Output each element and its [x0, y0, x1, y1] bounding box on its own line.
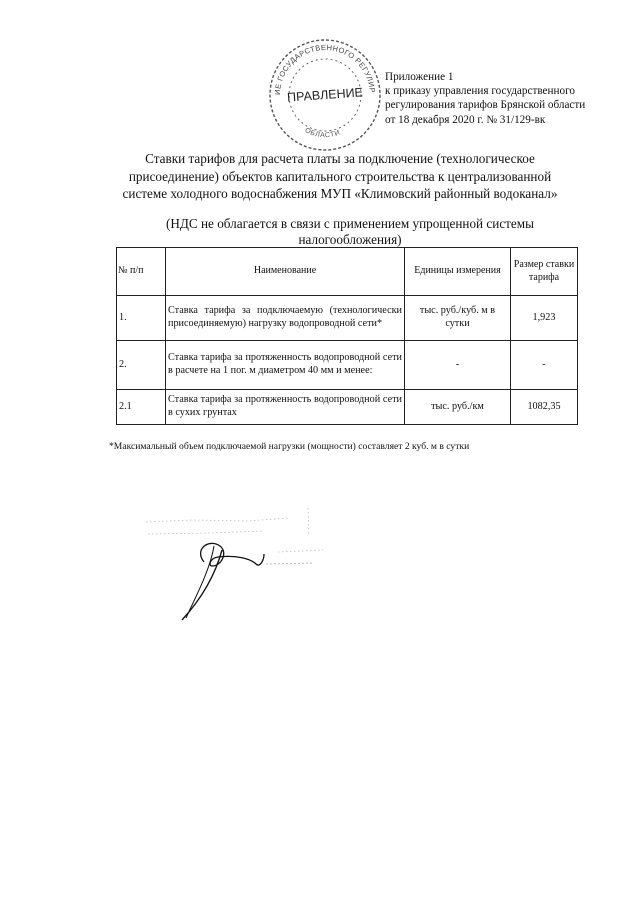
handwritten-signature [138, 500, 328, 625]
header-num: № п/п [117, 248, 166, 296]
row-name: Ставка тарифа за протяженность водопроводной сети в расчете на 1 пог. м диаметром 40 мм и менее: [166, 341, 405, 390]
stamp-seal-graphic [266, 36, 384, 154]
row-unit: - [405, 341, 511, 390]
appendix-line-3: регулирования тарифов Брянской области [385, 99, 586, 112]
vat-note-line-1: (НДС не облагается в связи с применением упрощенной системы [165, 216, 534, 231]
header-unit: Единицы измерения [405, 248, 511, 296]
row-size: 1082,35 [511, 390, 578, 425]
stamp-ring-bottom-text: ОБЛАСТИ [303, 127, 342, 140]
row-unit: тыс. руб./куб. м в сутки [405, 296, 511, 341]
appendix-header [385, 70, 635, 127]
row-size: - [511, 341, 578, 390]
row-size: 1,923 [511, 296, 578, 341]
official-stamp [266, 36, 384, 154]
vat-note-line-2: налогообложения) [298, 232, 402, 247]
stamp-ring-top-text: ИЕ ГОСУДАРСТВЕННОГО РЕГУЛИР [272, 42, 378, 96]
signature-graphic [138, 500, 328, 625]
appendix-line-1: Приложение 1 [385, 71, 454, 83]
stamp-center-text: ПРАВЛЕНИЕ [286, 85, 364, 105]
title-line-2: присоединение) объектов капитального строительства к централизованной [128, 168, 552, 184]
tariff-table [116, 247, 578, 425]
table-row [117, 341, 578, 390]
vat-note [80, 216, 620, 248]
row-name: Ставка тарифа за протяженность водопроводной сети в сухих грунтах [166, 390, 405, 425]
footnote: *Максимальный объем подключаемой нагрузки (мощности) составляет 2 куб. м в сутки [109, 441, 470, 452]
header-name: Наименование [166, 248, 405, 296]
appendix-line-2: к приказу управления государственного [385, 85, 575, 98]
row-name: Ставка тарифа за подключаемую (технологически присоединяемую) нагрузку водопроводной сети* [166, 296, 405, 341]
title-line-1: Ставки тарифов для расчета платы за подключение (технологическое [145, 151, 535, 166]
row-num: 2.1 [117, 390, 166, 425]
table-row [117, 390, 578, 425]
appendix-line-4: от 18 декабря 2020 г. № 31/129-вк [385, 113, 546, 126]
title-line-3: системе холодного водоснабжения МУП «Климовский районный водоканал» [122, 186, 558, 201]
header-size: Размер ставки тарифа [511, 248, 578, 296]
table-header-row [117, 248, 578, 296]
row-num: 2. [117, 341, 166, 390]
table-row [117, 296, 578, 341]
row-num: 1. [117, 296, 166, 341]
row-unit: тыс. руб./км [405, 390, 511, 425]
document-title [60, 150, 620, 203]
